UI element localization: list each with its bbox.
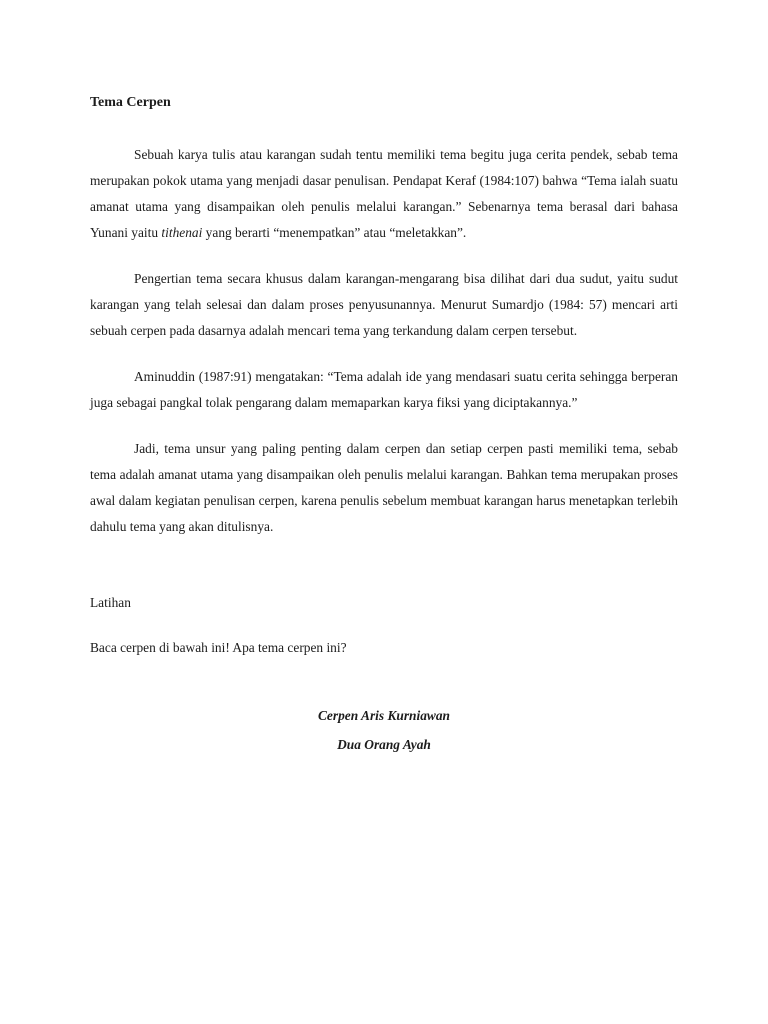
document-page — [90, 94, 678, 759]
paragraph-3: Aminuddin (1987:91) mengatakan: “Tema adalah ide yang mendasari suatu cerita sehingga berperan juga sebagai pangkal tolak pengarang dalam memaparkan karya fiksi yang diciptakannya.” — [90, 369, 678, 410]
paragraph-2: Pengertian tema secara khusus dalam karangan-mengarang bisa dilihat dari dua sudut, yaitu sudut karangan yang telah selesai dan dalam proses penyusunannya. Menurut Sumardjo (1984: 57) mencari arti sebuah cerpen pada dasarnya adalah mencari tema yang terkandung dalam cerpen tersebut. — [90, 271, 678, 338]
paragraph-1-italic-term: tithenai — [161, 225, 203, 240]
paragraph-1-text-a: Sebuah karya tulis atau karangan sudah tentu memiliki tema begitu juga cerita pendek, sebab tema merupakan pokok utama yang menjadi dasar penulisan. Pendapat Keraf (1984:107) bahwa “Tema ialah suatu amanat utama yang disampaikan oleh penulis melalui karangan.” Sebenarnya tema berasal dari bahasa Yunani yaitu — [90, 147, 678, 240]
paragraph-1 — [90, 142, 678, 246]
exercise-instruction: Baca cerpen di bawah ini! Apa tema cerpen ini? — [90, 640, 347, 655]
story-header — [90, 701, 678, 759]
exercise-label: Latihan — [90, 595, 131, 610]
paragraph-1-text-b: yang berarti “menempatkan” atau “meletakkan”. — [202, 225, 467, 240]
story-title: Dua Orang Ayah — [337, 737, 431, 752]
paragraph-4: Jadi, tema unsur yang paling penting dalam cerpen dan setiap cerpen pasti memiliki tema, sebab tema adalah amanat utama yang disampaikan oleh penulis melalui karangan. Bahkan tema merupakan proses awal dalam kegiatan penulisan cerpen, karena penulis sebelum membuat karangan harus menetapkan terlebih dahulu tema yang akan ditulisnya. — [90, 441, 678, 534]
section-heading: Tema Cerpen — [90, 95, 171, 110]
story-author-line: Cerpen Aris Kurniawan — [318, 708, 450, 723]
